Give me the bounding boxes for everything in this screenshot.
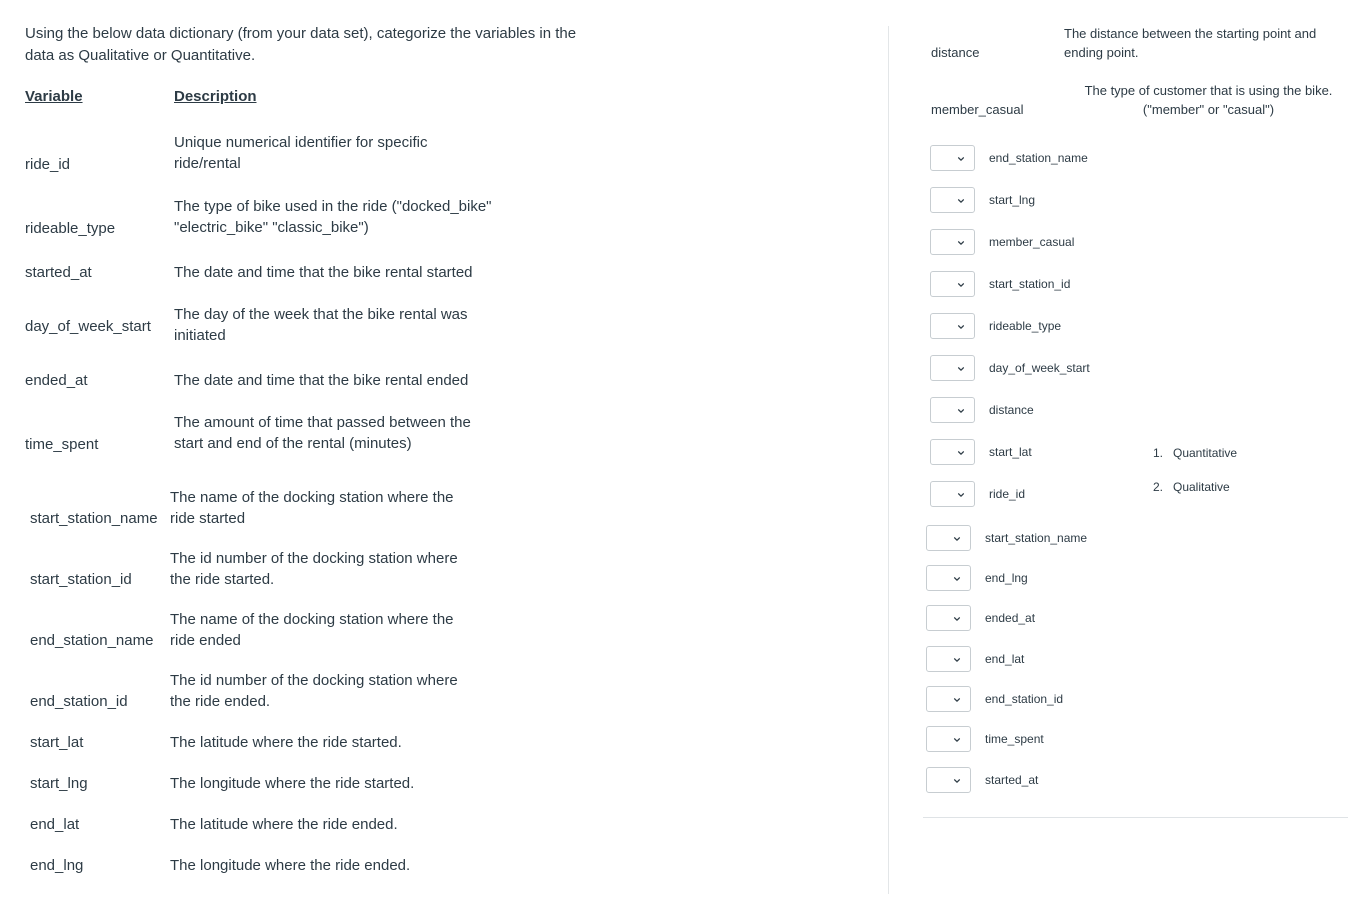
option-item	[1153, 480, 1237, 514]
answer-select[interactable]	[930, 187, 975, 213]
table-row-variable: start_station_name	[30, 510, 158, 527]
table-row-description: The amount of time that passed between the start and end of the rental (minutes)	[174, 414, 471, 452]
table-row-description: The type of bike used in the ride ("docked_bike" "electric_bike" "classic_bike")	[174, 198, 492, 236]
answer-select[interactable]	[926, 605, 971, 631]
answer-select[interactable]	[930, 439, 975, 465]
table-row-description: The day of the week that the bike rental was initiated	[174, 306, 468, 344]
match-label: rideable_type	[989, 319, 1062, 333]
match-row	[926, 767, 1038, 793]
table-row-description: The date and time that the bike rental ended	[174, 372, 469, 389]
table-row-variable: member_casual	[931, 102, 1024, 117]
match-row	[926, 726, 1044, 752]
table-row-description: The longitude where the ride ended.	[170, 857, 411, 874]
chevron-down-icon	[953, 532, 961, 543]
match-row	[930, 145, 1088, 171]
chevron-down-icon	[957, 362, 965, 373]
match-label: member_casual	[989, 235, 1075, 249]
table-row-description: The id number of the docking station where the ride started.	[170, 550, 458, 588]
header-description: Description	[174, 88, 257, 105]
match-row	[926, 525, 1087, 551]
table-row-description: The longitude where the ride started.	[170, 775, 415, 792]
chevron-down-icon	[953, 572, 961, 583]
table-row-description: The latitude where the ride ended.	[170, 816, 398, 833]
match-row	[930, 355, 1090, 381]
table-row-description: The type of customer that is using the bike. ("member" or "casual")	[1084, 83, 1333, 117]
match-row	[930, 397, 1034, 423]
match-row	[930, 439, 1032, 465]
match-label: end_lat	[985, 652, 1025, 666]
answer-select[interactable]	[930, 271, 975, 297]
table-row-variable: day_of_week_start	[25, 318, 151, 335]
match-row	[930, 271, 1070, 297]
chevron-down-icon	[957, 152, 965, 163]
chevron-down-icon	[957, 194, 965, 205]
match-label: start_station_id	[989, 277, 1071, 291]
chevron-down-icon	[957, 404, 965, 415]
answer-select[interactable]	[926, 525, 971, 551]
answer-select[interactable]	[930, 229, 975, 255]
answer-options	[1153, 446, 1237, 514]
chevron-down-icon	[953, 653, 961, 664]
answer-select[interactable]	[930, 313, 975, 339]
table-row-variable: ended_at	[25, 372, 88, 389]
match-label: start_station_name	[985, 531, 1088, 545]
chevron-down-icon	[953, 693, 961, 704]
table-row-variable: time_spent	[25, 436, 99, 453]
table-row-variable: end_lng	[30, 857, 84, 874]
match-label: end_lng	[985, 571, 1028, 585]
match-label: end_station_name	[989, 151, 1088, 165]
table-row-description: Unique numerical identifier for specific ride/rental	[174, 134, 428, 172]
chevron-down-icon	[957, 236, 965, 247]
answer-select[interactable]	[930, 145, 975, 171]
match-row	[926, 565, 1028, 591]
match-label: ride_id	[989, 487, 1026, 501]
match-row	[930, 313, 1061, 339]
chevron-down-icon	[953, 774, 961, 785]
match-row	[926, 646, 1024, 672]
table-row-variable: started_at	[25, 264, 92, 281]
option-number: 2.	[1153, 480, 1164, 494]
chevron-down-icon	[953, 612, 961, 623]
chevron-down-icon	[957, 446, 965, 457]
match-row	[926, 686, 1063, 712]
table-row-variable: end_station_id	[30, 693, 128, 710]
match-row	[930, 481, 1025, 507]
table-row-description: The name of the docking station where the ride started	[170, 489, 454, 527]
answer-select[interactable]	[926, 767, 971, 793]
match-label: ended_at	[985, 611, 1036, 625]
chevron-down-icon	[953, 733, 961, 744]
table-row-variable: ride_id	[25, 156, 71, 173]
column-divider	[888, 26, 889, 894]
instructions: Using the below data dictionary (from your data set), categorize the variables in the data as Qualitative or Quantitative.	[25, 25, 577, 64]
match-row	[930, 187, 1035, 213]
option-number: 1.	[1153, 446, 1164, 460]
table-row-variable: start_station_id	[30, 571, 132, 588]
match-label: start_lat	[989, 445, 1032, 459]
table-row-variable: end_station_name	[30, 632, 154, 649]
match-label: started_at	[985, 773, 1039, 787]
answer-select[interactable]	[930, 355, 975, 381]
chevron-down-icon	[957, 320, 965, 331]
chevron-down-icon	[957, 488, 965, 499]
table-row-description: The name of the docking station where the ride ended	[170, 611, 454, 649]
table-row-description: The latitude where the ride started.	[170, 734, 402, 751]
header-variable: Variable	[25, 88, 83, 105]
answer-select[interactable]	[926, 686, 971, 712]
match-row	[926, 605, 1035, 631]
answer-select[interactable]	[930, 481, 975, 507]
match-label: distance	[989, 403, 1034, 417]
table-row-description: The date and time that the bike rental started	[174, 264, 473, 281]
table-row-description: The distance between the starting point and ending point.	[1064, 26, 1317, 60]
match-label: start_lng	[989, 193, 1036, 207]
table-row-variable: start_lng	[30, 775, 88, 792]
option-label: Qualitative	[1173, 480, 1230, 494]
option-label: Quantitative	[1173, 446, 1238, 460]
match-row	[930, 229, 1074, 255]
table-row-variable: distance	[931, 45, 980, 60]
answer-select[interactable]	[926, 646, 971, 672]
answer-select[interactable]	[926, 726, 971, 752]
option-item	[1153, 446, 1237, 480]
answer-select[interactable]	[930, 397, 975, 423]
table-row-description: The id number of the docking station where the ride ended.	[170, 672, 458, 710]
chevron-down-icon	[957, 278, 965, 289]
answer-select[interactable]	[926, 565, 971, 591]
table-row-variable: rideable_type	[25, 220, 116, 237]
table-row-variable: start_lat	[30, 734, 84, 751]
match-label: time_spent	[985, 732, 1044, 746]
table-row-variable: end_lat	[30, 816, 80, 833]
match-label: day_of_week_start	[989, 361, 1090, 375]
match-label: end_station_id	[985, 692, 1064, 706]
section-divider	[923, 817, 1348, 818]
